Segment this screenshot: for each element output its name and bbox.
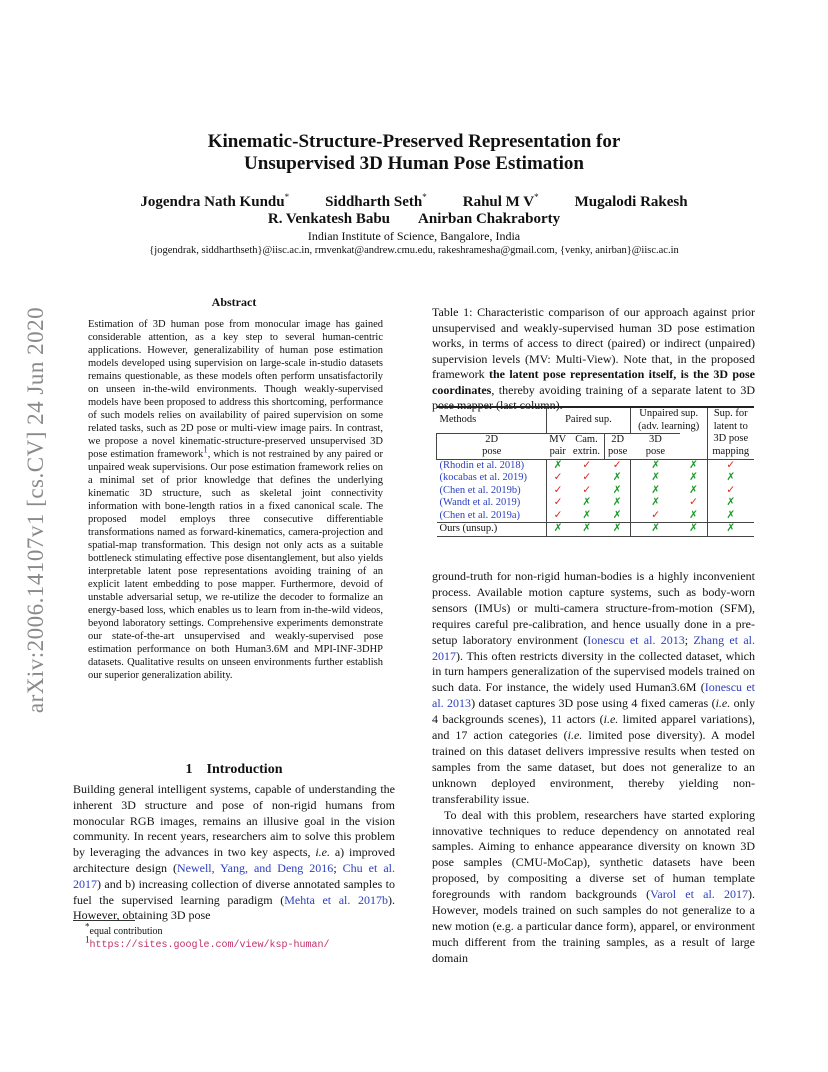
check-mark: ✓ (582, 484, 592, 496)
abstract-text: Estimation of 3D human pose from monocular image has gained considerable attention, as a key step to several human-centric applications. However, generalizability of human pose estimation models developed using supervision on large-scale in-studio datasets remains questionable, as these models often perform unsatisfactorily on unseen in-the-wild environments. Though weakly-supervised models have been proposed to address this shortcoming, performance of such models relies on availability of paired supervision on some related tasks, such as 2D pose or multi-view image pairs. In contrast, we propose a novel kinematic-structure-preserved unsupervised 3D pose estimation framework$^1$, which is not restrained by any paired or unpaired weak supervisions. Our pose estimation framework relies on a minimal set of prior knowledge that defines the underlying kinematic 3D structure, such as skeletal joint connectivity information with bone-length ratios in a fixed canonical scale. The proposed model employs three consecutive differentiable transformations named as forward-kinematics, camera-projection and spatial-map transformation. This design not only acts as a suitable bottleneck stimulating effective pose disentanglement, but also yields interpretable latent pose representations avoiding training of an explicit latent embedding to pose mapper. Furthermore, devoid of unstable adversarial setup, we re-utilize the decoder to formalize an energy-based loss, which enables us to learn from in-the-wild videos, beyond laboratory settings. Comprehensive experiments demonstrate our state-of-the-art unsupervised and weakly-supervised pose estimation performance on both Human3.6M and MPI-INF-3DHP datasets. Qualitative results on unseen environments further establish our superior generalization ability. (88, 319, 383, 681)
table-row (437, 497, 755, 510)
table-row (437, 510, 755, 523)
method-citation[interactable]: (Chen et al. 2019a) (439, 509, 520, 521)
intro-paragraph: Building general intelligent systems, capable of understanding the inherent 3D structure and pose of non-rigid humans from monocular RGB images, remains an illusive goal in the vision community. In recent years, researchers aim to solve this problem by leveraging the advances in two key aspects, i.e. a) improved architecture design (Newell, Yang, and Deng 2016; Chu et al. 2017) and b) increasing collection of diverse annotated samples to fuel the supervised learning paradigm (Mehta et al. 2017b). However, obtaining 3D pose (73, 782, 395, 923)
table-caption: Table 1: Characteristic comparison of our approach against prior unsupervised and weakly-supervised human 3D pose estimation works, in terms of access to direct (paired) or indirect (unpaired) supervision levels (MV: Multi-View). Note that, in the proposed framework the latent pose representation itself, is the 3D pose coordinates, thereby avoiding training of a separate latent to 3D pose mapper (last column). (432, 305, 756, 412)
cross-mark: ✗ (630, 523, 680, 537)
paragraph: To deal with this problem, researchers have started exploring innovative techniques to reduce dependency on annotated real samples. Aiming to enhance appearance diversity on known 3D pose samples (CMU-MoCap), synthetic datasets have been proposed, by compositing a diverse set of human template foregrounds with random backgrounds (Varol et al. 2017). However, models trained on such samples do not generalize to a new motion (e.g. a particular dance form), apparel, or environment much different from the training samples, as a result of large domain (432, 807, 756, 965)
cross-mark: ✗ (689, 509, 698, 521)
author-row-2 (0, 211, 828, 228)
check-mark: ✓ (630, 510, 680, 523)
cross-mark: ✗ (630, 472, 680, 485)
citation-link[interactable]: Zhang et al. 2017 (432, 632, 755, 663)
author-emails: {jogendrak, siddharthseth}@iisc.ac.in, rmvenkat@andrew.cmu.edu, rakeshramesha@gmail.com, {venky, anirban}@iisc.ac.in (149, 245, 679, 256)
col-header-paired: Paired sup. (546, 407, 630, 433)
cross-mark: ✗ (546, 459, 569, 472)
title-line-2: Unsupervised 3D Human Pose Estimation (244, 153, 584, 174)
author: R. Venkatesh Babu (267, 211, 391, 227)
check-mark: ✓ (612, 459, 622, 471)
cross-mark: ✗ (612, 497, 622, 508)
citation-link[interactable]: Mehta et al. 2017b (284, 892, 388, 907)
check-mark: ✓ (546, 485, 569, 498)
subheader-2d-pose: 2D pose (437, 433, 547, 459)
method-citation[interactable]: (Chen et al. 2019b) (439, 484, 521, 496)
cross-mark: ✗ (546, 523, 569, 537)
col-header-methods: Methods (439, 414, 477, 425)
method-citation[interactable]: (Rhodin et al. 2018) (439, 459, 525, 471)
table-row (437, 472, 755, 485)
check-mark: ✓ (546, 497, 569, 510)
footnote-rule (73, 920, 135, 921)
subheader-mv-pair: MV pair (546, 433, 569, 459)
author: Siddharth Seth* (325, 192, 427, 210)
col-header-mapping: Sup. for latent to 3D pose mapping (707, 407, 754, 459)
check-mark: ✓ (707, 459, 754, 472)
table-row (437, 459, 755, 472)
cross-mark: ✗ (707, 497, 754, 510)
title-line-1: Kinematic-Structure-Preserved Representation for (207, 131, 621, 152)
citation-link[interactable]: Newell, Yang, and Deng 2016 (176, 860, 334, 875)
author: Rahul M V* (462, 192, 539, 210)
check-mark: ✓ (546, 510, 569, 523)
cross-mark: ✗ (582, 497, 592, 508)
section-heading: 1 Introduction (185, 762, 283, 777)
cross-mark: ✗ (612, 509, 622, 521)
cross-mark: ✗ (612, 523, 622, 534)
table-row (437, 485, 755, 498)
cross-mark: ✗ (612, 472, 622, 483)
citation-link[interactable]: Ionescu et al. 2013 (587, 632, 685, 647)
cross-mark: ✗ (707, 472, 754, 485)
method-citation[interactable]: (kocabas et al. 2019) (439, 472, 527, 483)
cross-mark: ✗ (689, 484, 698, 496)
check-mark: ✓ (546, 472, 569, 485)
table-body (437, 459, 755, 536)
citation-link[interactable]: Varol et al. 2017 (650, 887, 749, 902)
comparison-table (436, 406, 754, 537)
footnote-equal: *equal contribution (85, 921, 163, 937)
cross-mark: ✗ (689, 523, 698, 534)
citation-link[interactable]: Chu et al. 2017 (73, 860, 395, 891)
cross-mark: ✗ (630, 485, 680, 498)
subheader-unpaired-2d: 2D pose (604, 433, 630, 459)
author: Mugalodi Rakesh (574, 194, 688, 210)
cross-mark: ✗ (630, 497, 680, 510)
paragraph: ground-truth for non-rigid human-bodies is a highly inconvenient process. Available motion capture systems, such as body-worn sensors (IMUs) or multi-camera structure-from-motion (SFM), requires careful pre-calibration, and hence usually done in a pre-setup laboratory environment (Ionescu et al. 2013; Zhang et al. 2017). This often restricts diversity in the collected dataset, which in turn hampers generalization of the supervised models trained on such data. For instance, the widely used Human3.6M (Ionescu et al. 2013) dataset captures 3D pose using 4 fixed cameras (i.e. only 4 backgrounds scenes), 11 actors (i.e. limited apparel variations), and 17 action categories (i.e. limited pose diversity). A model trained on this dataset delivers impressive results when tested on samples from the same dataset, but does not generalize to an unknown deployed environment, thereby yielding non-transferability issue. (432, 569, 756, 806)
check-mark: ✓ (689, 497, 698, 508)
author-row-1 (0, 194, 828, 211)
check-mark: ✓ (582, 472, 592, 483)
method-name: Ours (unsup.) (439, 523, 498, 534)
abstract-heading: Abstract (211, 295, 257, 309)
intro-right-column (432, 569, 755, 967)
table-row (437, 523, 755, 537)
col-header-unpaired: Unpaired sup. (adv. learning) (630, 407, 707, 433)
footnotes (85, 921, 330, 952)
author: Anirban Chakraborty (418, 211, 561, 227)
affiliation: Indian Institute of Science, Bangalore, India (307, 229, 521, 243)
arxiv-stamp: arXiv:2006.14107v1 [cs.CV] 24 Jun 2020 (23, 306, 48, 714)
paper-title (0, 131, 828, 175)
cross-mark: ✗ (689, 459, 698, 471)
project-url-link[interactable]: https://sites.google.com/view/ksp-human/ (89, 940, 330, 951)
cross-mark: ✗ (582, 523, 592, 534)
check-mark: ✓ (582, 459, 592, 471)
cross-mark: ✗ (630, 459, 680, 472)
citation-link[interactable]: Ionescu et al. 2013 (432, 680, 756, 711)
cross-mark: ✗ (582, 509, 592, 521)
author: Jogendra Nath Kundu* (140, 192, 290, 210)
subheader-unpaired-3d: 3D pose (630, 433, 680, 459)
cross-mark: ✗ (707, 523, 754, 537)
cross-mark: ✗ (707, 510, 754, 523)
subheader-cam-extrin: Cam. extrin. (569, 433, 604, 459)
author-list (0, 194, 828, 228)
method-citation[interactable]: (Wandt et al. 2019) (439, 497, 521, 508)
check-mark: ✓ (707, 485, 754, 498)
cross-mark: ✗ (612, 484, 622, 496)
footnote-url: $^1$https://sites.google.com/view/ksp-human/ (85, 934, 330, 951)
cross-mark: ✗ (689, 472, 698, 483)
footnote-marker[interactable]: 1 (203, 444, 208, 455)
